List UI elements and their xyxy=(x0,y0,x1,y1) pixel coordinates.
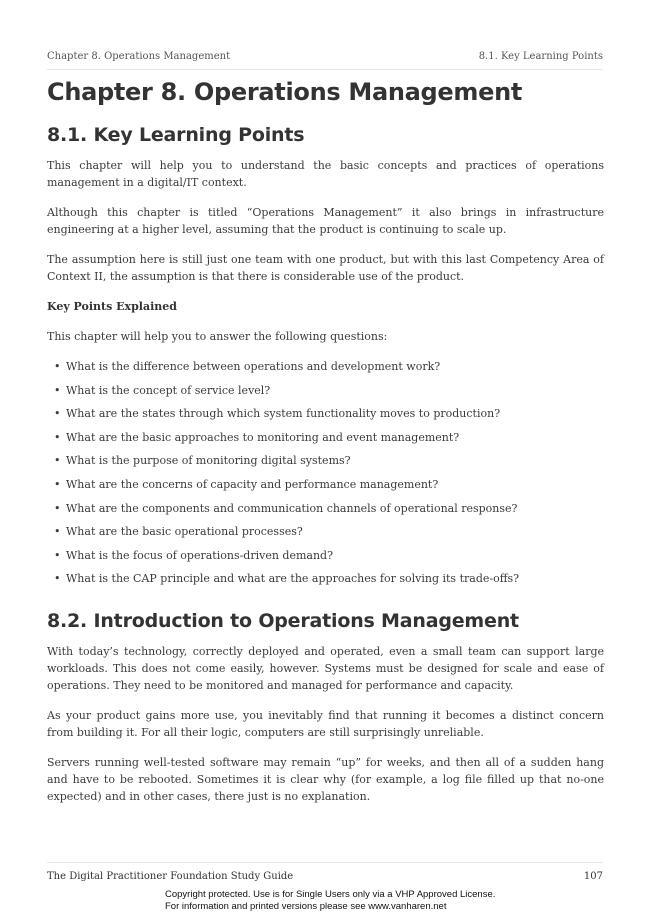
bullet-icon: • xyxy=(54,407,61,421)
bullet-icon: • xyxy=(54,430,61,444)
bullet-icon: • xyxy=(54,548,61,562)
questions-intro: This chapter will help you to answer the following questions: xyxy=(47,330,388,343)
list-item xyxy=(47,452,604,476)
header-section-label: 8.1. Key Learning Points xyxy=(478,51,603,62)
page-footer xyxy=(47,862,603,883)
list-item xyxy=(47,523,604,547)
list-item-text: What is the CAP principle and what are the approaches for solving its trade-offs? xyxy=(66,572,520,586)
list-item-text: What are the concerns of capacity and performance management? xyxy=(66,477,439,491)
paragraph: With today’s technology, correctly deployed and operated, even a small team can support large workloads. This does not come easily, however. Systems must be designed for scale and ease of operations. They need to be monitored and managed for performance and capacity. xyxy=(47,644,604,692)
header-chapter-label: Chapter 8. Operations Management xyxy=(47,51,231,62)
page-content xyxy=(47,76,604,818)
key-points-heading: Key Points Explained xyxy=(47,300,177,313)
page-number: 107 xyxy=(583,871,603,882)
list-item-text: What is the concept of service level? xyxy=(66,383,271,397)
list-item-text: What are the basic operational processes? xyxy=(66,525,303,539)
list-item-text: What is the focus of operations-driven demand? xyxy=(66,548,333,562)
paragraph: This chapter will help you to understand the basic concepts and practices of operations management in a digital/IT context. xyxy=(47,159,604,189)
paragraph: Servers running well-tested software may remain “up” for weeks, and then all of a sudden hang and have to be rebooted. Sometimes it is clear why (for example, a log file filled up that no-one expected) and in other cases, there just is no explanation. xyxy=(47,755,604,803)
list-item xyxy=(47,547,604,571)
list-item xyxy=(47,476,604,500)
chapter-title: Chapter 8. Operations Management xyxy=(47,78,523,106)
paragraph: The assumption here is still just one team with one product, but with this last Competency Area of Context II, the assumption is that there is considerable use of the product. xyxy=(47,253,604,283)
bullet-icon: • xyxy=(54,360,61,373)
list-item xyxy=(47,500,604,524)
copyright-line: Copyright protected. Use is for Single Users only via a VHP Approved License. xyxy=(165,889,496,900)
list-item xyxy=(47,382,604,406)
section-title-key-learning-points: 8.1. Key Learning Points xyxy=(47,124,305,146)
copyright-line: For information and printed versions please see www.vanharen.net xyxy=(165,901,447,912)
copyright-notice xyxy=(165,889,495,913)
list-item xyxy=(47,429,604,453)
list-item-text: What are the basic approaches to monitoring and event management? xyxy=(66,430,460,444)
list-item xyxy=(47,570,604,594)
list-item xyxy=(47,358,604,382)
bullet-icon: • xyxy=(54,454,61,468)
questions-list xyxy=(47,358,604,594)
bullet-icon: • xyxy=(54,383,61,397)
running-header xyxy=(47,51,603,70)
bullet-icon: • xyxy=(54,525,61,539)
footer-book-title: The Digital Practitioner Foundation Study Guide xyxy=(47,871,294,882)
section-title-introduction: 8.2. Introduction to Operations Management xyxy=(47,609,519,632)
bullet-icon: • xyxy=(54,572,61,586)
paragraph: Although this chapter is titled “Operations Management” it also brings in infrastructure engineering at a higher level, assuming that the product is continuing to scale up. xyxy=(47,206,604,236)
list-item-text: What is the purpose of monitoring digital systems? xyxy=(66,454,351,468)
list-item-text: What is the difference between operations and development work? xyxy=(66,360,441,373)
bullet-icon: • xyxy=(54,501,61,515)
list-item-text: What are the components and communication channels of operational response? xyxy=(66,501,518,515)
list-item xyxy=(47,405,604,429)
bullet-icon: • xyxy=(54,477,61,491)
list-item-text: What are the states through which system functionality moves to production? xyxy=(66,407,501,421)
paragraph: As your product gains more use, you inevitably find that running it becomes a distinct concern from building it. For all their logic, computers are still surprisingly unreliable. xyxy=(47,708,604,739)
